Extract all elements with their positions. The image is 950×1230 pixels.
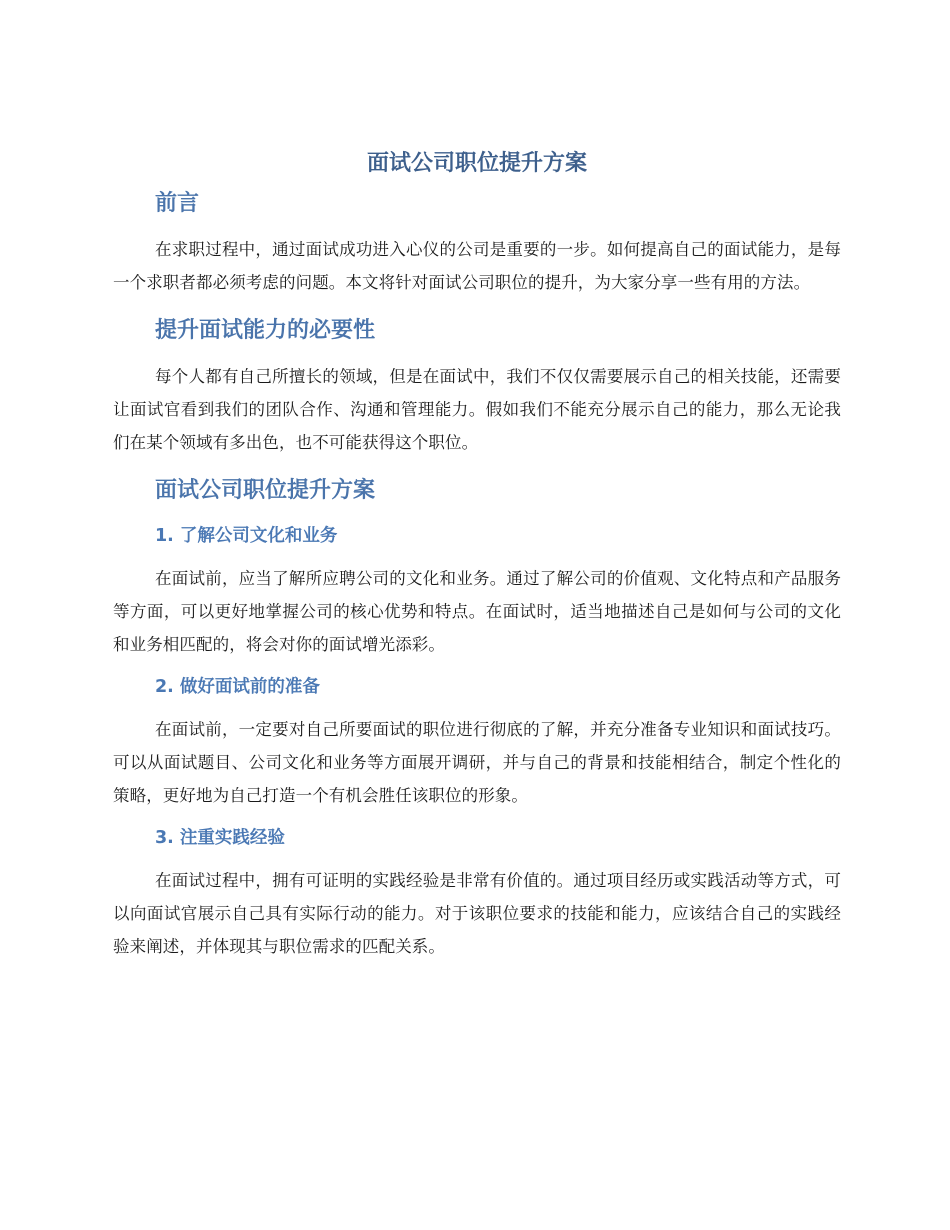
subsection-paragraph-3: 在面试过程中，拥有可证明的实践经验是非常有价值的。通过项目经历或实践活动等方式，可以向面试官展示自己具有实际行动的能力。对于该职位要求的技能和能力，应该结合自己的实践经验来阐述，并体现其与职位需求的匹配关系。 bbox=[113, 871, 841, 956]
document-title: 面试公司职位提升方案 bbox=[366, 151, 587, 176]
subsection-paragraph-1: 在面试前，应当了解所应聘公司的文化和业务。通过了解公司的价值观、文化特点和产品服务等方面，可以更好地掌握公司的核心优势和特点。在面试时，适当地描述自己是如何与公司的文化和业务相匹配的，将会对你的面试增光添彩。 bbox=[113, 569, 841, 654]
document-content bbox=[113, 146, 841, 963]
section-paragraph-preface: 在求职过程中，通过面试成功进入心仪的公司是重要的一步。如何提高自己的面试能力，是每一个求职者都必须考虑的问题。本文将针对面试公司职位的提升，为大家分享一些有用的方法。 bbox=[113, 240, 841, 292]
section-heading-plan: 面试公司职位提升方案 bbox=[155, 478, 376, 503]
subsection-heading-3: 3. 注重实践经验 bbox=[155, 828, 285, 848]
subsection-paragraph-2: 在面试前，一定要对自己所要面试的职位进行彻底的了解，并充分准备专业知识和面试技巧。可以从面试题目、公司文化和业务等方面展开调研，并与自己的背景和技能相结合，制定个性化的策略，更好地为自己打造一个有机会胜任该职位的形象。 bbox=[113, 720, 841, 805]
subsection-heading-2: 2. 做好面试前的准备 bbox=[155, 677, 320, 697]
section-heading-necessity: 提升面试能力的必要性 bbox=[155, 318, 376, 343]
section-heading-preface: 前言 bbox=[155, 191, 200, 216]
subsection-heading-1: 1. 了解公司文化和业务 bbox=[155, 526, 338, 546]
section-paragraph-necessity: 每个人都有自己所擅长的领域，但是在面试中，我们不仅仅需要展示自己的相关技能，还需要让面试官看到我们的团队合作、沟通和管理能力。假如我们不能充分展示自己的能力，那么无论我们在某个领域有多出色，也不可能获得这个职位。 bbox=[113, 367, 841, 452]
